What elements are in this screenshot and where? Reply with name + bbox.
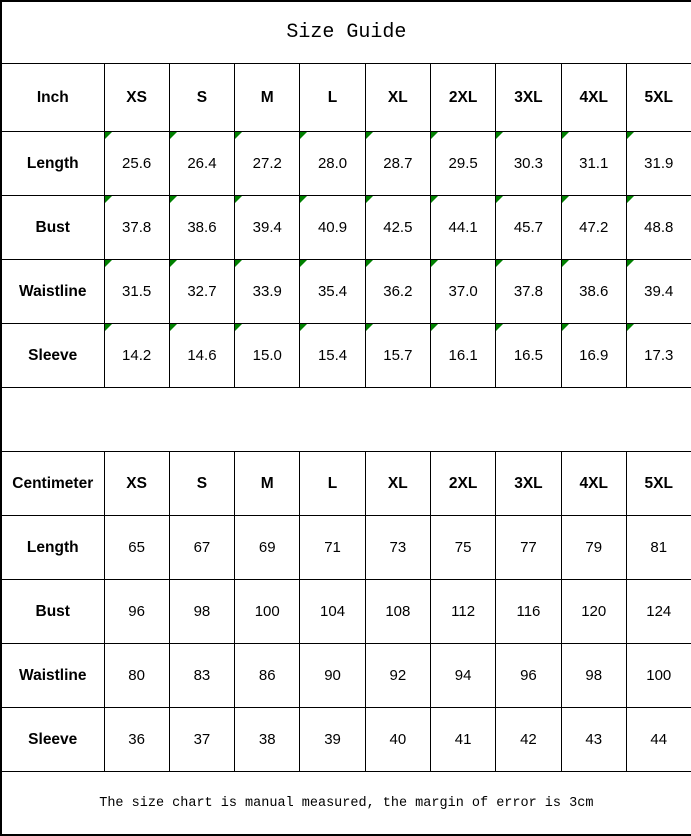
size-value-cell [561,516,626,580]
size-value: 44.1 [448,219,478,236]
size-value-cell [169,708,234,772]
size-value-cell [561,260,626,324]
size-value: 37.8 [122,219,152,236]
size-value: 36 [128,731,145,748]
row-label: Bust [1,196,104,260]
measurement-row [1,132,691,196]
size-value: 28.7 [383,155,413,172]
cell-corner-marker-icon [562,132,569,139]
size-value: 16.1 [448,347,478,364]
size-value-cell [169,644,234,708]
size-value: 31.5 [122,283,152,300]
size-value-cell [496,324,561,388]
size-value-cell [235,260,300,324]
measurement-row [1,324,691,388]
size-value: 29.5 [448,155,478,172]
row-label: Length [1,516,104,580]
size-col-header: S [169,452,234,516]
size-value-cell [626,644,691,708]
size-value-cell [365,260,430,324]
cell-corner-marker-icon [105,196,112,203]
size-value: 38.6 [579,283,609,300]
size-value-cell [300,708,365,772]
size-value-cell [430,708,495,772]
size-value: 45.7 [513,219,544,236]
cell-corner-marker-icon [627,196,634,203]
cell-corner-marker-icon [496,132,503,139]
cell-corner-marker-icon [300,324,307,331]
size-col-header: XL [365,452,430,516]
footer-note: The size chart is manual measured, the margin of error is 3cm [1,772,691,836]
size-value: 27.2 [252,155,282,172]
cell-corner-marker-icon [170,132,177,139]
size-value-cell [496,708,561,772]
size-value-cell [169,516,234,580]
size-value: 41 [454,731,472,748]
size-value: 38 [258,731,276,748]
size-value-cell [300,644,365,708]
size-value: 75 [454,539,472,556]
size-value: 44 [650,731,668,748]
row-label: Waistline [1,644,104,708]
size-value: 37.0 [448,283,478,300]
size-col-header: 2XL [430,452,495,516]
size-value-cell [235,580,300,644]
size-value-cell [235,708,300,772]
size-col-header: L [300,452,365,516]
size-value-cell [430,516,495,580]
size-value: 116 [516,603,541,620]
size-value: 36.2 [383,283,413,300]
cell-corner-marker-icon [496,324,503,331]
size-value: 69 [258,539,276,556]
size-value-cell [104,708,169,772]
size-col-header: S [169,64,234,132]
size-value-cell [235,132,300,196]
size-value: 92 [389,667,407,684]
size-value-cell [561,708,626,772]
cell-corner-marker-icon [366,196,373,203]
size-value-cell [104,580,169,644]
cell-corner-marker-icon [627,260,634,267]
size-value: 28.0 [317,155,348,172]
size-value-cell [300,260,365,324]
cell-corner-marker-icon [562,260,569,267]
size-value: 71 [324,539,341,556]
size-col-header: 5XL [626,64,691,132]
size-col-header: 2XL [430,64,495,132]
size-value: 15.4 [317,347,348,364]
size-header-row [1,452,691,516]
size-value-cell [626,516,691,580]
size-value-cell [365,580,430,644]
size-col-header: XL [365,64,430,132]
size-value-cell [104,196,169,260]
row-label: Length [1,132,104,196]
size-value-cell [365,708,430,772]
size-value: 39.4 [252,219,282,236]
size-value: 96 [128,603,145,620]
size-value-cell [430,196,495,260]
size-value: 67 [193,539,211,556]
size-value: 40.9 [317,219,348,236]
measurement-row [1,580,691,644]
cell-corner-marker-icon [366,324,373,331]
size-value: 80 [128,667,145,684]
size-value: 94 [454,667,472,684]
size-value: 79 [585,539,603,556]
cell-corner-marker-icon [562,324,569,331]
size-col-header: 3XL [496,452,561,516]
page-title: Size Guide [1,1,691,64]
size-value-cell [104,516,169,580]
size-col-header: XS [104,64,169,132]
size-value-cell [496,516,561,580]
size-value: 96 [520,667,537,684]
size-value-cell [169,132,234,196]
size-col-header: M [235,64,300,132]
size-value: 16.9 [579,347,609,364]
size-value: 16.5 [513,347,544,364]
size-value-cell [169,196,234,260]
size-value-cell [365,516,430,580]
size-value-cell [561,324,626,388]
cell-corner-marker-icon [562,196,569,203]
size-value: 77 [520,539,537,556]
size-value: 65 [128,539,145,556]
size-value-cell [430,132,495,196]
size-value: 14.2 [122,347,152,364]
size-value-cell [104,644,169,708]
size-value: 100 [646,667,672,684]
cell-corner-marker-icon [300,196,307,203]
size-value-cell [104,324,169,388]
size-value-cell [104,260,169,324]
size-value: 86 [258,667,276,684]
size-value-cell [496,132,561,196]
size-value: 40 [389,731,407,748]
size-value: 15.0 [252,347,282,364]
size-value-cell [626,324,691,388]
size-value-cell [626,260,691,324]
size-col-header: 4XL [561,452,626,516]
cell-corner-marker-icon [431,260,438,267]
size-value-cell [169,580,234,644]
cell-corner-marker-icon [105,132,112,139]
cell-corner-marker-icon [105,260,112,267]
cell-corner-marker-icon [366,260,373,267]
size-value-cell [300,516,365,580]
size-value-cell [235,644,300,708]
size-value: 98 [585,667,603,684]
size-value: 31.1 [579,155,609,172]
size-col-header: L [300,64,365,132]
size-col-header: 5XL [626,452,691,516]
cell-corner-marker-icon [235,132,242,139]
cell-corner-marker-icon [431,132,438,139]
cell-corner-marker-icon [170,260,177,267]
cell-corner-marker-icon [496,260,503,267]
size-value-cell [300,324,365,388]
size-value: 98 [193,603,211,620]
size-value: 14.6 [187,347,217,364]
cell-corner-marker-icon [431,196,438,203]
spacer-row [1,388,691,452]
unit-header: Centimeter [1,452,104,516]
size-value-cell [496,260,561,324]
measurement-row [1,260,691,324]
cell-corner-marker-icon [170,196,177,203]
size-value: 104 [320,603,346,620]
size-value: 43 [585,731,603,748]
measurement-row [1,516,691,580]
row-label: Sleeve [1,708,104,772]
size-col-header: XS [104,452,169,516]
spacer-cell [1,388,691,452]
size-value-cell [430,260,495,324]
size-value: 83 [193,667,211,684]
size-value: 31.9 [644,155,674,172]
size-value-cell [561,644,626,708]
measurement-row [1,708,691,772]
size-value-cell [626,708,691,772]
size-col-header: M [235,452,300,516]
size-value-cell [365,196,430,260]
size-value-cell [104,132,169,196]
size-value-cell [626,132,691,196]
size-value-cell [626,580,691,644]
size-value: 42 [520,731,537,748]
title-row [1,1,691,64]
measurement-row [1,644,691,708]
size-value: 112 [451,603,476,620]
cell-corner-marker-icon [366,132,373,139]
cell-corner-marker-icon [627,324,634,331]
size-value: 33.9 [252,283,282,300]
size-value-cell [430,580,495,644]
size-value-cell [496,644,561,708]
size-value-cell [169,260,234,324]
cell-corner-marker-icon [235,324,242,331]
size-value: 37 [193,731,211,748]
size-value: 81 [650,539,668,556]
size-value: 90 [324,667,341,684]
row-label: Waistline [1,260,104,324]
size-value-cell [496,196,561,260]
size-value: 39 [324,731,341,748]
size-value-cell [235,516,300,580]
size-header-row [1,64,691,132]
size-value: 39.4 [644,283,674,300]
size-value: 100 [254,603,280,620]
size-value-cell [430,324,495,388]
cell-corner-marker-icon [235,196,242,203]
size-value: 120 [581,603,607,620]
size-value: 48.8 [644,219,674,236]
size-value-cell [300,580,365,644]
measurement-row [1,196,691,260]
size-value-cell [300,196,365,260]
size-value: 17.3 [644,347,674,364]
size-value-cell [365,132,430,196]
cell-corner-marker-icon [300,260,307,267]
cell-corner-marker-icon [105,324,112,331]
size-value-cell [169,324,234,388]
size-value: 47.2 [579,219,609,236]
size-value: 26.4 [187,155,217,172]
size-value-cell [430,644,495,708]
size-value: 35.4 [317,283,348,300]
size-value: 25.6 [122,155,152,172]
size-value-cell [235,196,300,260]
size-value: 30.3 [513,155,544,172]
unit-header: Inch [1,64,104,132]
size-value: 15.7 [383,347,413,364]
size-value-cell [561,196,626,260]
cell-corner-marker-icon [170,324,177,331]
size-col-header: 3XL [496,64,561,132]
size-value-cell [300,132,365,196]
size-value-cell [561,132,626,196]
size-value: 108 [385,603,411,620]
cell-corner-marker-icon [496,196,503,203]
size-value-cell [626,196,691,260]
size-value: 73 [389,539,407,556]
size-col-header: 4XL [561,64,626,132]
size-value-cell [496,580,561,644]
size-value: 32.7 [187,283,217,300]
size-value-cell [561,580,626,644]
size-value-cell [365,324,430,388]
size-value: 37.8 [513,283,544,300]
cell-corner-marker-icon [235,260,242,267]
row-label: Sleeve [1,324,104,388]
size-value-cell [365,644,430,708]
row-label: Bust [1,580,104,644]
size-value: 38.6 [187,219,217,236]
size-value: 42.5 [383,219,413,236]
cell-corner-marker-icon [300,132,307,139]
cell-corner-marker-icon [627,132,634,139]
footer-row [1,772,691,836]
cell-corner-marker-icon [431,324,438,331]
size-value: 124 [646,603,672,620]
size-value-cell [235,324,300,388]
